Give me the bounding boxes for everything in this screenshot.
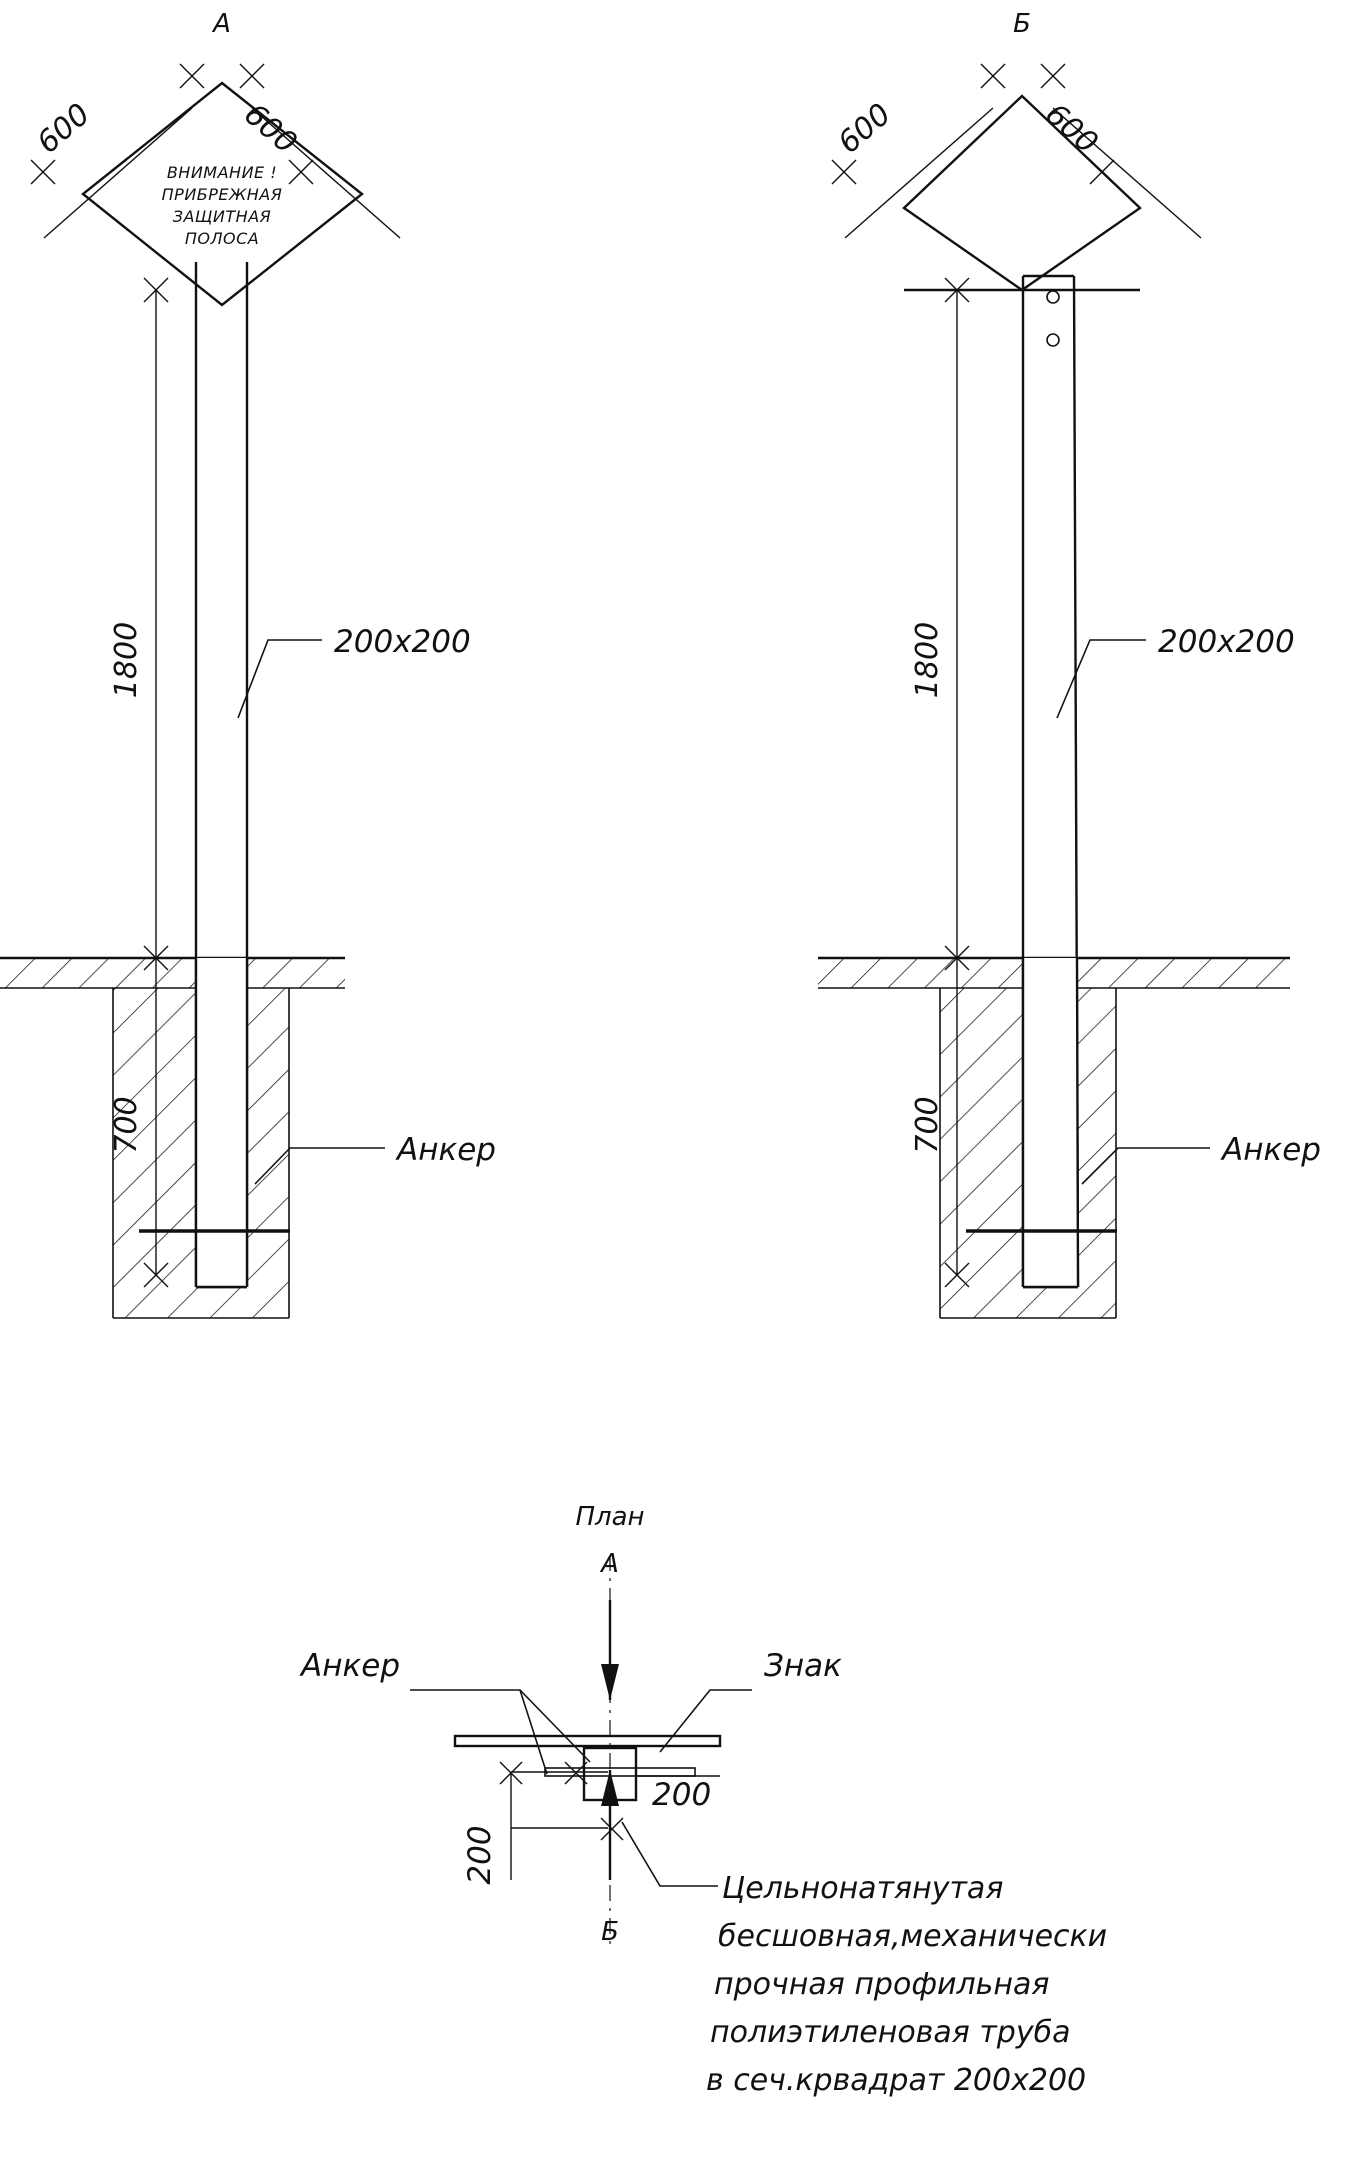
view-a-label: А — [213, 9, 231, 39]
plan-dim-200-horizontal: 200 — [652, 1777, 712, 1813]
plan-sign-leader — [660, 1690, 752, 1752]
dim-b-700: 700 — [910, 1096, 945, 1154]
sign-text-line-4: ПОЛОСА — [184, 229, 260, 248]
bolt-hole-1 — [1047, 291, 1059, 303]
plan-note-leader — [622, 1822, 718, 1886]
post-b-buried-fill — [1023, 958, 1078, 1287]
sign-text-line-2: ПРИБРЕЖНАЯ — [161, 185, 283, 204]
plan-view-group — [299, 1502, 1107, 2098]
plan-axis-bottom-label: Б — [601, 1917, 619, 1947]
callout-b-anchor-label: Анкер — [1222, 1132, 1321, 1168]
view-a-group — [0, 9, 496, 1318]
ground-hatch-a — [0, 958, 345, 988]
note-line-2: бесшовная,механически — [718, 1919, 1108, 1954]
post-a-buried-fill — [196, 958, 247, 1287]
note-line-5: в сеч.крвадрат 200x200 — [706, 2063, 1087, 2098]
post-b-buried-right — [1077, 958, 1078, 1287]
note-line-4: полиэтиленовая труба — [710, 2015, 1071, 2050]
bolt-hole-2 — [1047, 334, 1059, 346]
plan-label: План — [575, 1502, 645, 1532]
plan-dim-200-vertical: 200 — [462, 1825, 498, 1885]
dim-a-600-right: 600 — [237, 96, 304, 161]
view-b-label: Б — [1013, 9, 1031, 39]
callout-b-section-leader — [1057, 640, 1146, 718]
sign-text-line-3: ЗАЩИТНАЯ — [172, 207, 272, 226]
callout-b-section-label: 200x200 — [1158, 624, 1295, 660]
callout-a-section-label: 200x200 — [334, 624, 471, 660]
plan-sign-label: Знак — [764, 1648, 842, 1684]
plan-anchor-leader-1 — [410, 1690, 547, 1774]
callout-a-anchor-label: Анкер — [397, 1132, 496, 1168]
callout-a-section-leader — [238, 640, 322, 718]
plan-anchor-label: Анкер — [301, 1648, 400, 1684]
dim-b-600-left: 600 — [831, 96, 898, 161]
dim-a-700: 700 — [109, 1096, 144, 1154]
dim-b-600-right: 600 — [1038, 96, 1105, 161]
plan-axis-top-label: А — [601, 1549, 619, 1579]
plan-sign-plate — [455, 1736, 720, 1746]
note-line-1: Цельнонатянутая — [722, 1871, 1004, 1906]
view-b-group — [818, 9, 1321, 1318]
note-line-3: прочная профильная — [714, 1967, 1050, 2002]
dim-b-1800: 1800 — [910, 621, 945, 699]
dim-a-600-left: 600 — [30, 96, 97, 161]
dim-a-1800: 1800 — [109, 621, 144, 699]
sign-text-line-1: ВНИМАНИЕ ! — [166, 163, 278, 182]
sign-plate-b — [904, 96, 1140, 290]
plan-anchor-leader-2 — [520, 1690, 590, 1762]
